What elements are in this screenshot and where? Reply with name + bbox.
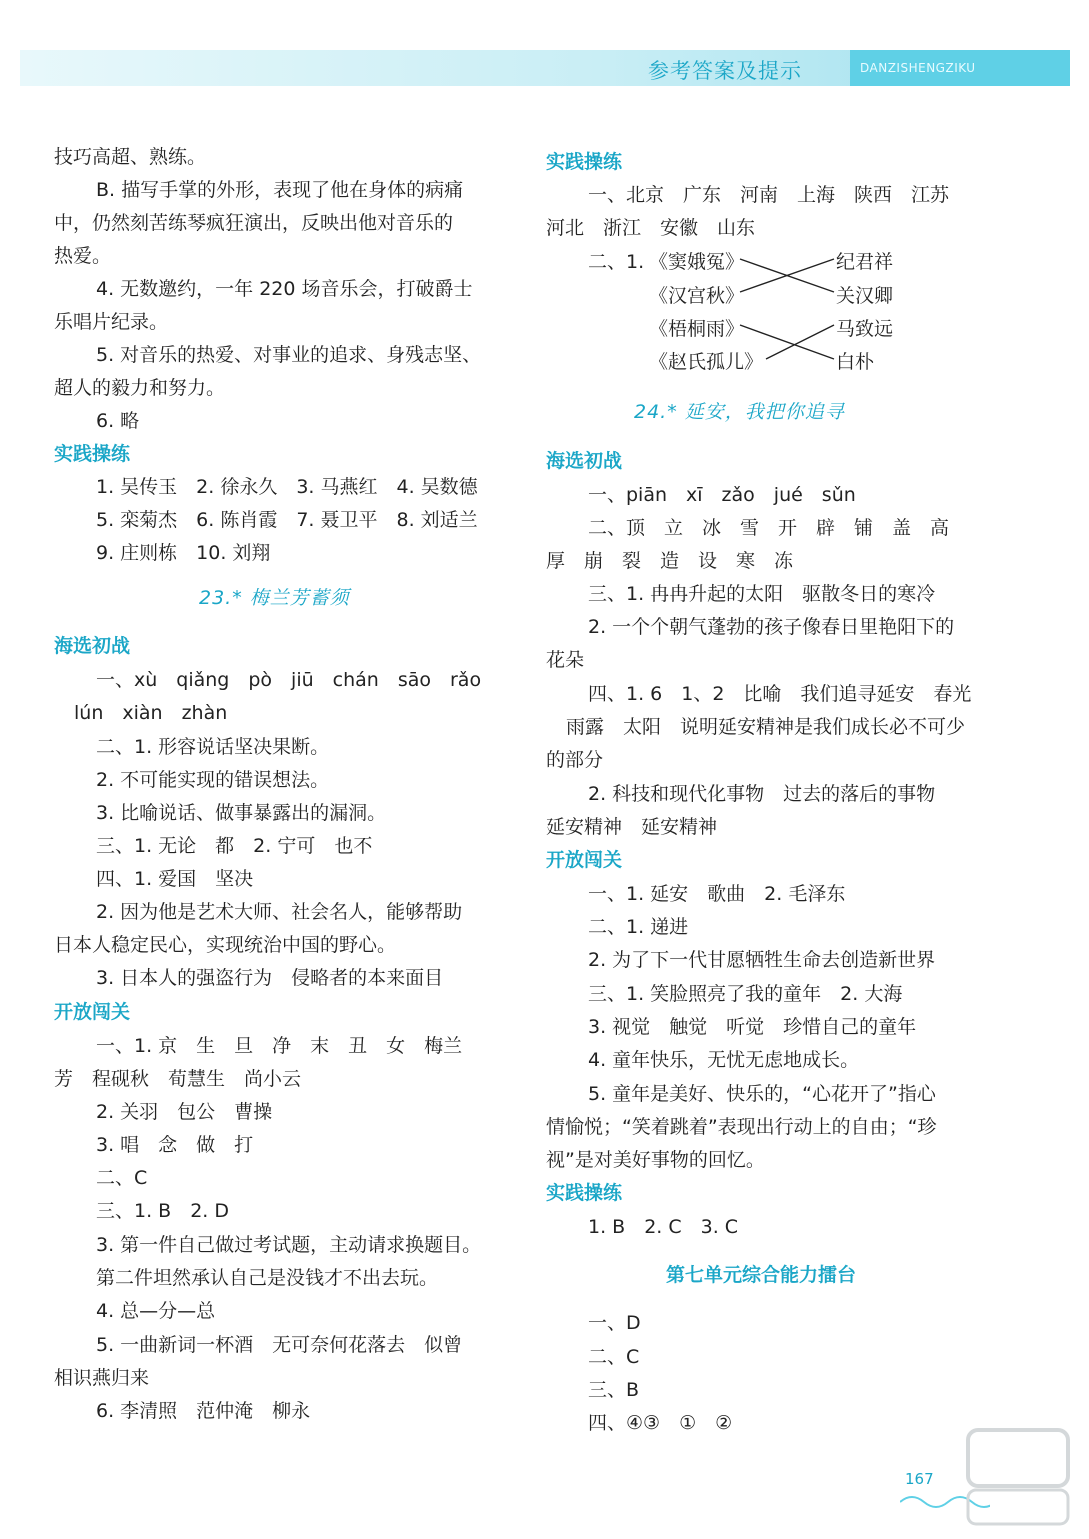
match-lines: [736, 242, 846, 382]
text-line: 2. 一个个朝气蓬勃的孩子像春日里艳阳下的: [588, 616, 955, 638]
text-line: 一、D: [588, 1312, 641, 1334]
text-line: 2. 科技和现代化事物 过去的落后的事物: [588, 783, 936, 805]
text-line: 热爱。: [54, 245, 112, 267]
text-line: 5. 一曲新词一杯酒 无可奈何花落去 似曾: [96, 1334, 463, 1356]
unit-title: 第七单元综合能力擂台: [666, 1264, 857, 1286]
text-line: 3. 视觉 触觉 听觉 珍惜自己的童年: [588, 1016, 917, 1038]
text-line: 中，仍然刻苦练琴疯狂演出，反映出他对音乐的: [54, 212, 454, 234]
text-line: 的部分: [546, 749, 604, 771]
text-line: 5. 对音乐的热爱、对事业的追求、身残志坚、: [96, 344, 482, 366]
text-line: 一、1. 京 生 旦 净 末 丑 女 梅兰: [96, 1035, 463, 1057]
section-heading: 实践操练: [54, 443, 131, 465]
text-line: 二、1. 形容说话坚决果断。: [96, 736, 330, 758]
text-line: 二、顶 立 冰 雪 开 辟 铺 盖 高: [588, 517, 950, 539]
section-heading: 开放闯关: [546, 849, 623, 871]
text-line: 二、C: [96, 1167, 148, 1189]
text-line: 视”是对美好事物的回忆。: [546, 1149, 765, 1171]
match-left-item: 《梧桐雨》: [649, 318, 745, 340]
pinyin-line: 一、piān xī zǎo jué sǔn: [588, 484, 856, 506]
text-line: 乐唱片纪录。: [54, 311, 169, 333]
text-line: 6. 李清照 范仲淹 柳永: [96, 1400, 311, 1422]
section-heading: 海选初战: [54, 635, 131, 657]
text-line: 4. 童年快乐，无忧无虑地成长。: [588, 1049, 860, 1071]
text-line: 3. 唱 念 做 打: [96, 1134, 254, 1156]
text-line: 2. 因为他是艺术大师、社会名人，能够帮助: [96, 901, 463, 923]
text-line: B. 描写手掌的外形，表现了他在身体的病痛: [96, 179, 464, 201]
text-line: 延安精神 延安精神: [546, 816, 718, 838]
section-heading: 海选初战: [546, 450, 623, 472]
lesson-title: 24.* 延安，我把你追寻: [634, 401, 845, 423]
text-line: 2. 为了下一代甘愿牺牲生命去创造新世界: [588, 949, 936, 971]
header-title: 参考答案及提示: [648, 59, 802, 83]
text-line: 2. 不可能实现的错误想法。: [96, 769, 330, 791]
pinyin-line: lún xiàn zhàn: [74, 702, 228, 724]
text-line: 9. 庄则栋 10. 刘翔: [96, 542, 271, 564]
text-line: 1. 吴传玉 2. 徐永久 3. 马燕红 4. 吴数德: [96, 476, 478, 498]
match-left-item: 《赵氏孤儿》: [649, 351, 764, 373]
text-line: 5. 栾菊杰 6. 陈肖霞 7. 聂卫平 8. 刘适兰: [96, 509, 478, 531]
section-heading: 实践操练: [546, 1182, 623, 1204]
text-line: 厚 崩 裂 造 设 寒 冻: [546, 550, 794, 572]
text-line: 4. 无数邀约，一年 220 场音乐会，打破爵士: [96, 278, 473, 300]
text-line: 3. 比喻说话、做事暴露出的漏洞。: [96, 802, 387, 824]
page-number: 167: [905, 1470, 934, 1488]
pinyin-line: 一、xù qiǎng pò jiū chán sāo rǎo: [96, 669, 482, 691]
match-right-item: 马致远: [836, 318, 894, 340]
section-heading: 开放闯关: [54, 1001, 131, 1023]
text-line: 三、1. 笑脸照亮了我的童年 2. 大海: [588, 983, 903, 1005]
text-line: 三、1. B 2. D: [96, 1200, 230, 1222]
match-right-item: 纪君祥: [836, 251, 894, 273]
text-line: 河北 浙江 安徽 山东: [546, 217, 756, 239]
section-heading: 实践操练: [546, 151, 623, 173]
text-line: 情愉悦；“笑着跳着”表现出行动上的自由；“珍: [546, 1116, 937, 1138]
text-line: 一、北京 广东 河南 上海 陕西 江苏: [588, 184, 950, 206]
text-line: 4. 总—分—总: [96, 1300, 216, 1322]
text-line: 四、1. 6 1、2 比喻 我们追寻延安 春光: [588, 683, 972, 705]
text-line: 3. 日本人的强盗行为 侵略者的本来面目: [96, 967, 444, 989]
text-line: 1. B 2. C 3. C: [588, 1216, 739, 1238]
text-line: 四、1. 爱国 坚决: [96, 868, 254, 890]
text-line: 第二件坦然承认自己是没钱才不出去玩。: [96, 1267, 439, 1289]
text-line: 雨露 太阳 说明延安精神是我们成长必不可少: [566, 716, 966, 738]
watermark-logo: [960, 1420, 1080, 1530]
text-line: 一、1. 延安 歌曲 2. 毛泽东: [588, 883, 846, 905]
text-line: 5. 童年是美好、快乐的，“心花开了”指心: [588, 1083, 936, 1105]
text-line: 花朵: [546, 649, 585, 671]
text-line: 三、1. 无论 都 2. 宁可 也不: [96, 835, 373, 857]
header-tag: DANZISHENGZIKU: [850, 50, 1070, 86]
text-line: 三、B: [588, 1379, 640, 1401]
match-left-item: 《窦娥冤》: [649, 251, 745, 273]
text-line: 3. 第一件自己做过考试题，主动请求换题目。: [96, 1234, 482, 1256]
match-prefix: 二、1.: [588, 251, 645, 273]
text-line: 6. 略: [96, 410, 140, 432]
text-line: 日本人稳定民心，实现统治中国的野心。: [54, 934, 397, 956]
text-line: 二、1. 递进: [588, 916, 689, 938]
text-line: 四、④③ ① ②: [588, 1412, 733, 1434]
match-right-item: 白朴: [836, 351, 875, 373]
text-line: 2. 关羽 包公 曹操: [96, 1101, 273, 1123]
text-line: 二、C: [588, 1346, 640, 1368]
lesson-title: 23.* 梅兰芳蓄须: [199, 587, 350, 609]
text-line: 技巧高超、熟练。: [54, 146, 207, 168]
text-line: 芳 程砚秋 荀慧生 尚小云: [54, 1068, 302, 1090]
text-line: 相识燕归来: [54, 1367, 150, 1389]
text-line: 三、1. 冉冉升起的太阳 驱散冬日的寒冷: [588, 583, 936, 605]
match-right-item: 关汉卿: [836, 285, 894, 307]
match-left-item: 《汉宫秋》: [649, 285, 745, 307]
text-line: 超人的毅力和努力。: [54, 377, 226, 399]
